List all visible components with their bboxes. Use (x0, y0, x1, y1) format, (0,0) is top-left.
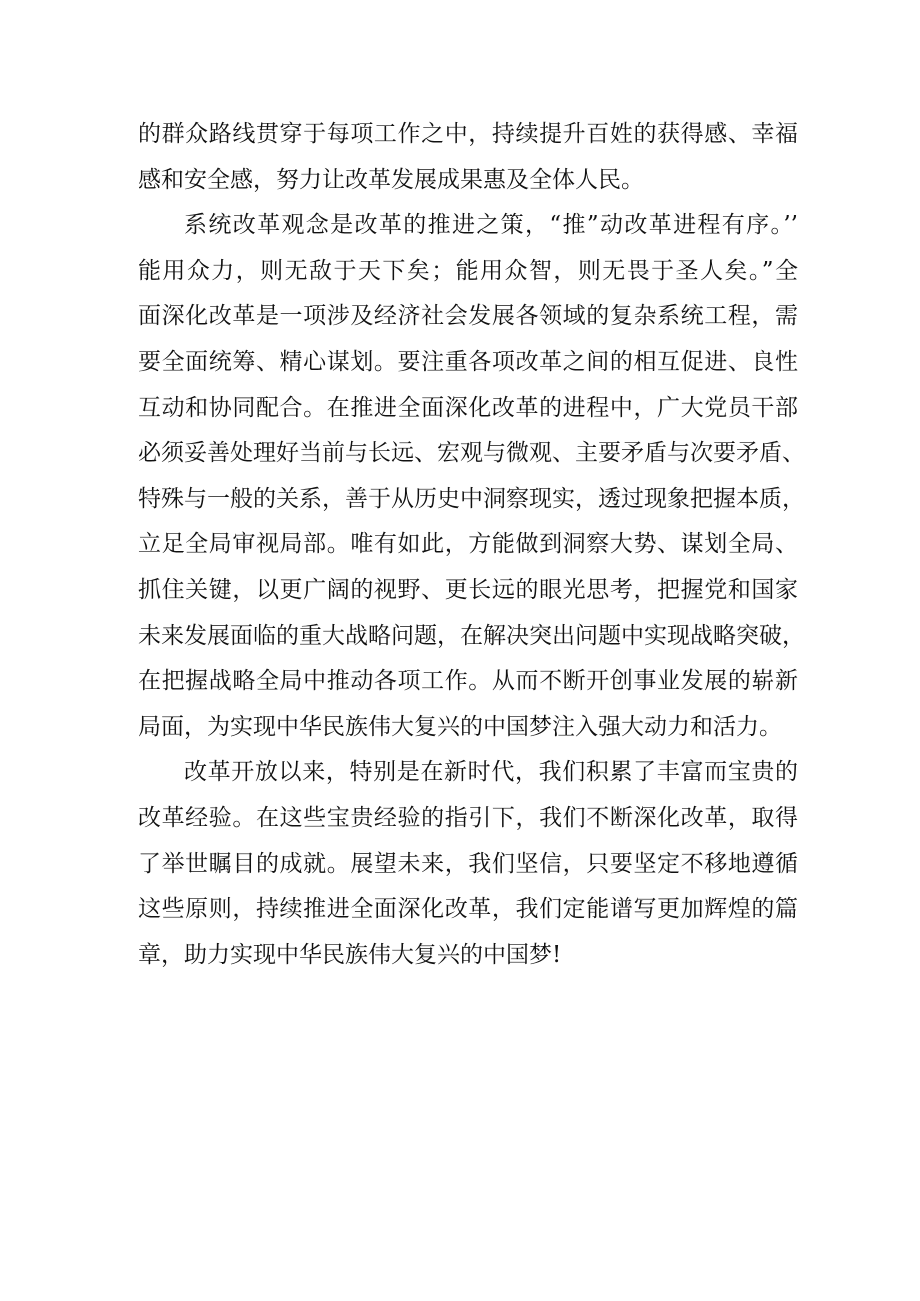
text-line: 必须妥善处理好当前与长远、宏观与微观、主要矛盾与次要矛盾、 (138, 440, 805, 467)
text-line: 特殊与一般的关系，善于从历史中洞察现实，透过现象把握本质， (138, 485, 805, 512)
paragraph-3 (138, 750, 798, 978)
text-line: 互动和协同配合。在推进全面深化改革的进程中，广大党员干部 (138, 394, 798, 421)
text-line: 的群众路线贯穿于每项工作之中，持续提升百姓的获得感、幸福 (138, 121, 798, 147)
text-line: 要全面统筹、精心谋划。要注重各项改革之间的相互促进、良性 (138, 348, 798, 375)
text-line: 在把握战略全局中推动各项工作。从而不断开创事业发展的崭新 (138, 668, 798, 695)
text-line: 系统改革观念是改革的推进之策，“推”动改革进程有序。’’ (184, 212, 798, 239)
text-line: 改革经验。在这些宝贵经验的指引下，我们不断深化改革，取得 (138, 804, 798, 831)
paragraph-2 (138, 203, 805, 750)
text-line: 这些原则，持续推进全面深化改革，我们定能谱写更加辉煌的篇 (138, 896, 798, 923)
text-line: 立足全局审视局部。唯有如此，方能做到洞察大势、谋划全局、 (138, 531, 798, 558)
text-line: 了举世瞩目的成就。展望未来，我们坚信，只要坚定不移地遵循 (138, 850, 798, 877)
paragraph-1 (138, 112, 798, 203)
text-line: 能用众力，则无敌于天下矣；能用众智，则无畏于圣人矣。”全 (138, 257, 798, 284)
text-line: 面深化改革是一项涉及经济社会发展各领域的复杂系统工程，需 (138, 303, 798, 330)
text-line: 感和安全感，努力让改革发展成果惠及全体人民。 (138, 166, 644, 193)
text-line: 未来发展面临的重大战略问题，在解决突出问题中实现战略突破， (138, 622, 805, 649)
text-line: 抓住关键，以更广阔的视野、更长远的眼光思考，把握党和国家 (138, 576, 798, 603)
document-body (138, 112, 805, 978)
text-line: 局面，为实现中华民族伟大复兴的中国梦注入强大动力和活力。 (138, 713, 782, 740)
text-line: 章，助力实现中华民族伟大复兴的中国梦! (138, 941, 562, 968)
text-line: 改革开放以来，特别是在新时代，我们积累了丰富而宝贵的 (184, 759, 798, 786)
